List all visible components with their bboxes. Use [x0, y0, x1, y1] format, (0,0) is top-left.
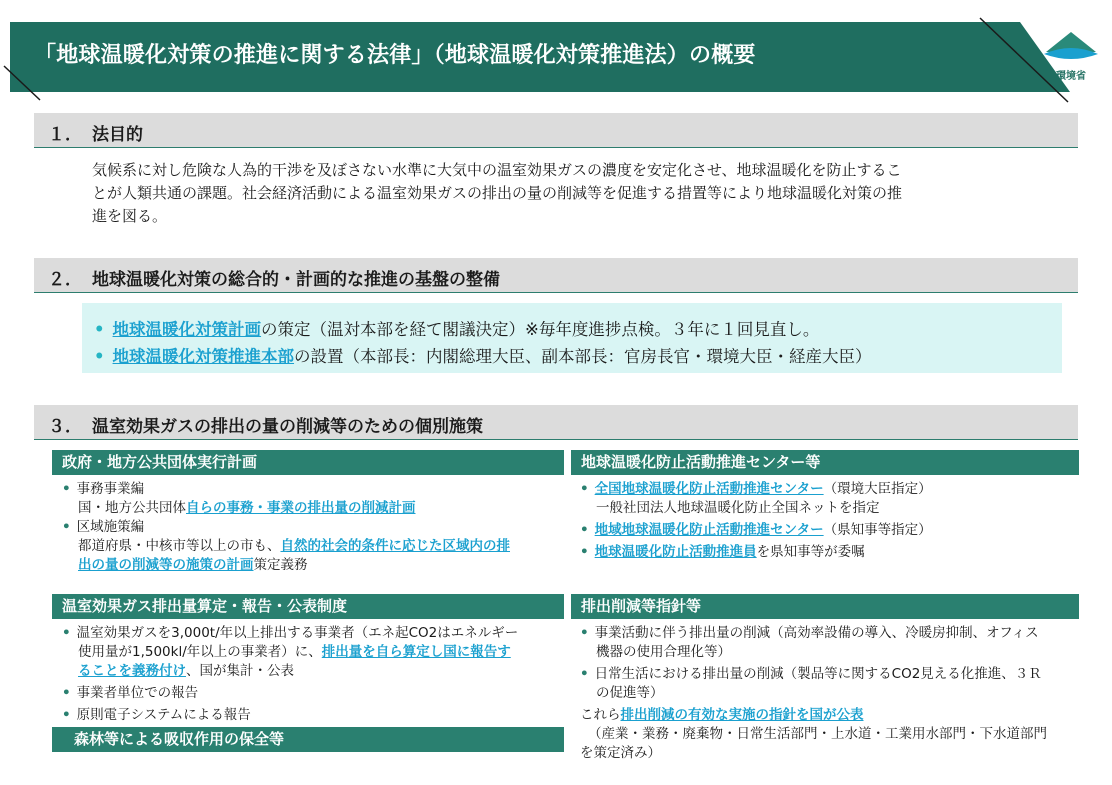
item-text: これら — [580, 707, 621, 723]
link-national-center[interactable]: 全国地球温暖化防止活動推進センター — [594, 481, 824, 497]
note-line: （産業・業務・廃棄物・日常生活部門・上水道・工業用水部門・下水道部門 — [588, 726, 1047, 742]
list-item — [580, 665, 1047, 684]
subsection-forest-header: 森林等による吸収作用の保全等 — [52, 727, 564, 752]
section-3-header — [34, 405, 1078, 440]
list-item — [62, 684, 518, 703]
subsection-action-plan-body — [62, 480, 510, 575]
section-1-number: １． — [48, 125, 82, 145]
list-item-detail — [62, 537, 510, 556]
bullet-icon: • — [580, 666, 589, 682]
item-title: 事務事業編 — [76, 481, 145, 497]
body-line: 進を図る。 — [92, 207, 168, 225]
logo-text: 環境省 — [1056, 71, 1086, 82]
item-text: 都道府県・中核市等以上の市も、 — [78, 538, 281, 554]
bullet-icon: • — [62, 707, 71, 723]
bullet-icon: • — [62, 625, 71, 641]
list-item — [580, 543, 932, 562]
bullet-icon: • — [580, 522, 589, 538]
list-item — [62, 480, 510, 499]
list-item — [580, 624, 1047, 643]
ministry-of-environment-logo-icon — [1042, 30, 1100, 62]
logo — [1042, 30, 1100, 82]
list-item — [62, 706, 518, 725]
link-headquarters[interactable]: 地球温暖化対策推進本部 — [112, 347, 295, 366]
list-item-detail — [62, 662, 518, 681]
list-item-detail: 一般社団法人地球温暖化防止全国ネットを指定 — [596, 500, 880, 516]
list-item — [94, 316, 819, 340]
item-text: の設置（本部長：内閣総理大臣、副本部長：官房長官・環境大臣・経産大臣） — [294, 347, 872, 366]
body-line: 気候系に対し危険な人為的干渉を及ぼさない水準に大気中の温室効果ガスの濃度を安定化させ、地球温暖化を防止するこ — [92, 161, 902, 179]
list-item — [62, 518, 510, 537]
section-2-number: ２． — [48, 270, 82, 290]
item-text: （県知事等指定） — [823, 522, 932, 538]
section-1-title: 法目的 — [92, 125, 143, 145]
subsection-reporting-body — [62, 624, 518, 725]
item-text: 日常生活における排出量の削減（製品等に関するCO2見える化推進、３Ｒ — [594, 666, 1042, 682]
body-line: とが人類共通の課題。社会経済活動による温室効果ガスの排出の量の削減等を促進する措置等により地球温暖化対策の推 — [92, 184, 903, 202]
subsection-guideline-body — [580, 624, 1047, 763]
list-item — [62, 624, 518, 643]
item-text: 、国が集計・公表 — [186, 663, 294, 679]
list-item — [580, 480, 932, 499]
bullet-icon: • — [94, 320, 105, 339]
subsection-center-header: 地球温暖化防止活動推進センター等 — [571, 450, 1079, 475]
section-1-body — [92, 159, 1067, 228]
item-text: （環境大臣指定） — [823, 481, 932, 497]
bullet-icon: • — [580, 481, 589, 497]
link-climate-plan[interactable]: 地球温暖化対策計画 — [112, 320, 262, 339]
item-text: 国・地方公共団体 — [78, 500, 186, 516]
item-text: 策定義務 — [253, 557, 308, 573]
item-text: 事業活動に伴う排出量の削減（高効率設備の導入、冷暖房抑制、オフィス — [594, 625, 1039, 641]
page-title: 「地球温暖化対策の推進に関する法律」（地球温暖化対策推進法）の概要 — [34, 43, 756, 68]
link-guideline[interactable]: 排出削減の有効な実施の指針を国が公表 — [620, 707, 864, 723]
bullet-icon: • — [62, 481, 71, 497]
bullet-icon: • — [580, 625, 589, 641]
list-item — [94, 343, 872, 367]
list-item-detail — [62, 556, 510, 575]
link-regional-center[interactable]: 地域地球温暖化防止活動推進センター — [594, 522, 824, 538]
link-regional-plan[interactable]: 自然的社会的条件に応じた区域内の排 — [280, 538, 510, 554]
section-2-box — [82, 303, 1062, 373]
item-text: 事業者単位での報告 — [76, 685, 199, 701]
section-3-number: ３． — [48, 417, 82, 437]
item-text: 使用量が1,500kl/年以上の事業者）に、 — [78, 644, 322, 660]
subsection-guideline-header: 排出削減等指針等 — [571, 594, 1079, 619]
section-1-header — [34, 113, 1078, 148]
section-2-title: 地球温暖化対策の総合的・計画的な推進の基盤の整備 — [92, 270, 500, 290]
section-2-header — [34, 258, 1078, 293]
section-3-title: 温室効果ガスの排出の量の削減等のための個別施策 — [92, 417, 483, 437]
note-line — [580, 706, 1047, 725]
subsection-reporting-header: 温室効果ガス排出量算定・報告・公表制度 — [52, 594, 564, 619]
list-item-detail — [62, 499, 510, 518]
link-own-emission-plan[interactable]: 自らの事務・事業の排出量の削減計画 — [186, 500, 416, 516]
list-item-detail: 機器の使用合理化等） — [596, 644, 731, 660]
link-reporting-obligation[interactable]: 排出量を自ら算定し国に報告す — [321, 644, 511, 660]
item-text: 原則電子システムによる報告 — [76, 707, 251, 723]
link-reporting-obligation-cont[interactable]: ることを義務付け — [78, 663, 186, 679]
bullet-icon: • — [580, 544, 589, 560]
bullet-icon: • — [62, 685, 71, 701]
item-text: 温室効果ガスを3,000t/年以上排出する事業者（エネ起CO2はエネルギー — [76, 625, 519, 641]
subsection-action-plan-header: 政府・地方公共団体実行計画 — [52, 450, 564, 475]
bullet-icon: • — [94, 347, 105, 366]
item-title: 区域施策編 — [76, 519, 145, 535]
link-regional-plan-cont[interactable]: 出の量の削減等の施策の計画 — [78, 557, 254, 573]
subsection-center-body — [580, 480, 932, 562]
item-text: の策定（温対本部を経て閣議決定）※毎年度進捗点検。３年に１回見直し。 — [261, 320, 820, 339]
list-item-detail: の促進等） — [596, 685, 664, 701]
note-line: を策定済み） — [580, 745, 661, 761]
list-item — [580, 521, 932, 540]
link-promoter[interactable]: 地球温暖化防止活動推進員 — [594, 544, 757, 560]
item-text: を県知事等が委嘱 — [756, 544, 865, 560]
list-item-detail — [62, 643, 518, 662]
bullet-icon: • — [62, 519, 71, 535]
